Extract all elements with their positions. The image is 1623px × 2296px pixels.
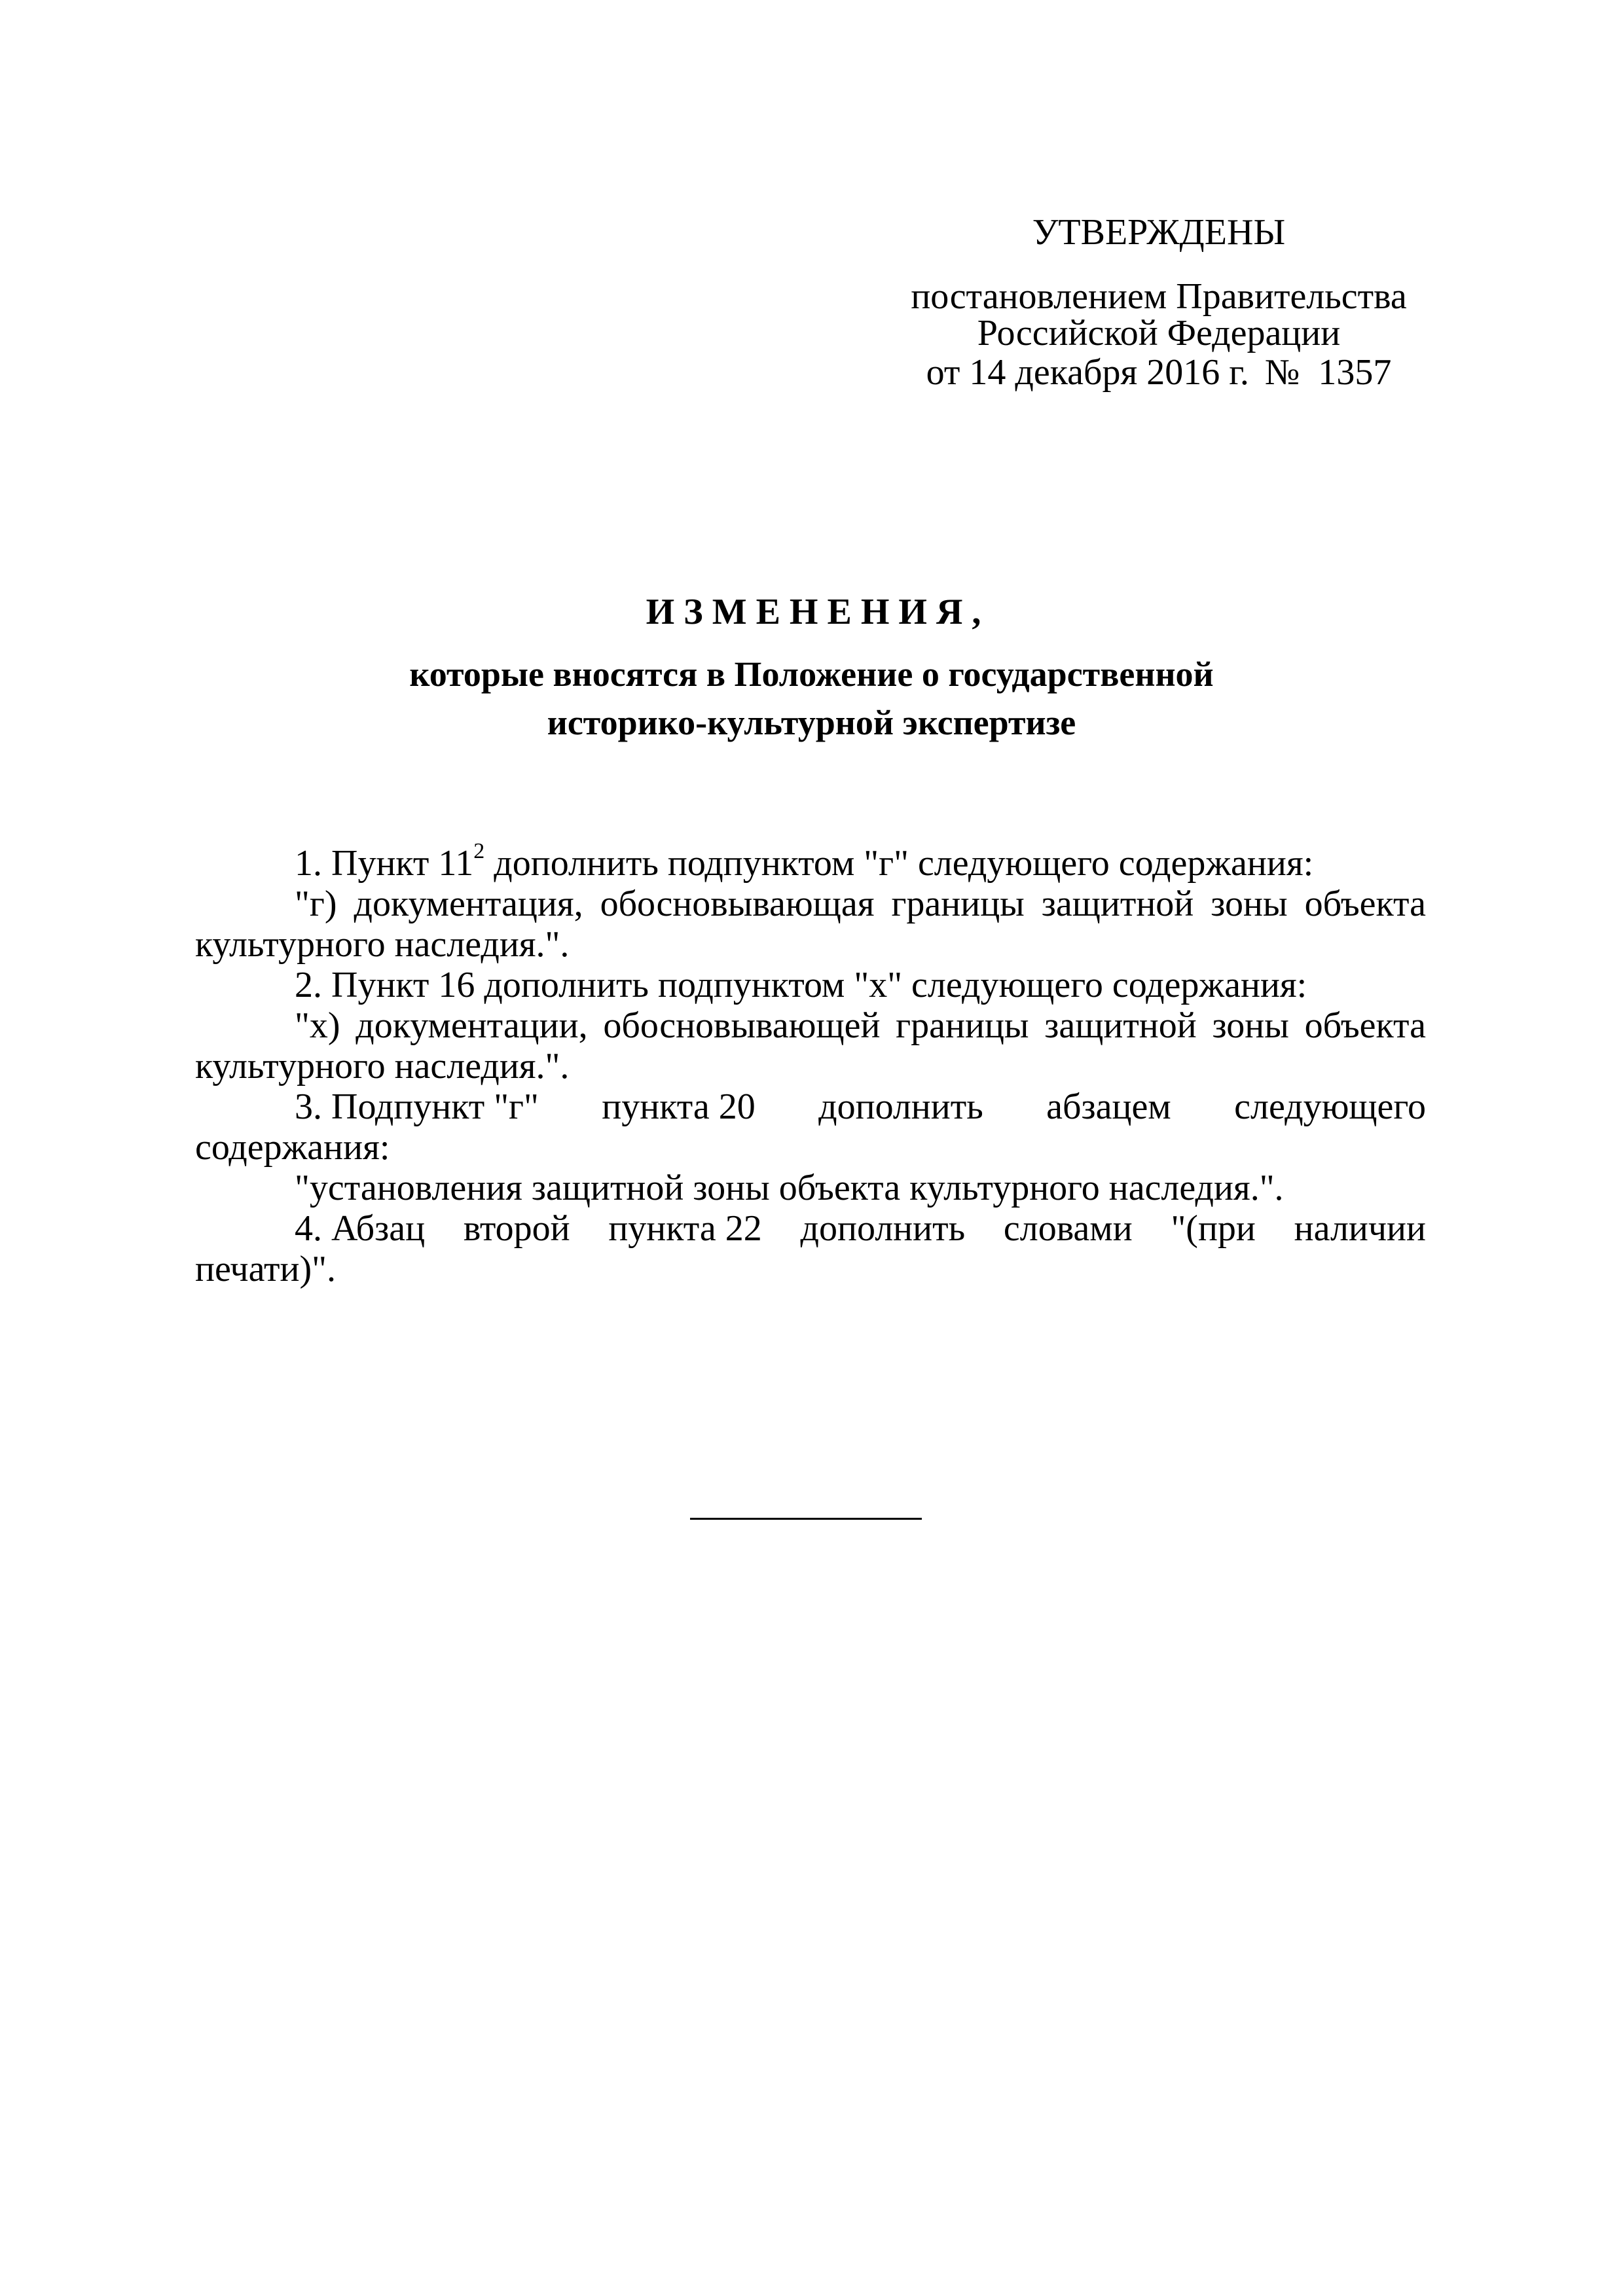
closing-divider — [690, 1518, 922, 1520]
approval-date: от 14 декабря 2016 г. — [926, 352, 1249, 393]
item-4-word: 4. Абзац — [295, 1208, 426, 1249]
approval-number: 1357 — [1318, 352, 1392, 393]
item-4-word: наличии — [1294, 1208, 1426, 1249]
item-3-word: 3. Подпункт "г" — [295, 1086, 539, 1127]
item-4-word: второй — [463, 1208, 570, 1249]
item-1-start: 1. Пункт 11 — [295, 843, 474, 884]
document-subtitle — [0, 650, 1623, 747]
item-2: 2. Пункт 16 дополнить подпунктом "х" следующего содержания: — [295, 965, 1307, 1005]
item-4-word: словами — [1003, 1208, 1133, 1249]
item-1-end: дополнить подпунктом "г" следующего содержания: — [484, 843, 1314, 884]
item-3-word: следующего — [1234, 1086, 1426, 1127]
item-4-word: дополнить — [800, 1208, 966, 1249]
document-title: ИЗМЕНЕНИЯ, — [646, 592, 991, 632]
item-3-continuation: содержания: — [195, 1127, 390, 1168]
item-2-quote: "х) документации, обосновывающей границы защитной зоны объекта культурного наследия.". — [195, 1005, 1426, 1086]
approval-line-resolution: постановлением Правительства — [911, 276, 1407, 317]
approval-number-sign: № — [1264, 352, 1300, 393]
document-subtitle-line-1: которые вносятся в Положение о государственной — [409, 655, 1214, 694]
item-4-first-line — [195, 1208, 1426, 1249]
approval-title: УТВЕРЖДЕНЫ — [1032, 212, 1286, 253]
item-4-continuation: печати)". — [195, 1249, 336, 1289]
item-4-word: "(при — [1171, 1208, 1256, 1249]
item-3-word: пункта 20 — [602, 1086, 756, 1127]
item-4-word: пункта 22 — [608, 1208, 762, 1249]
approval-line-government: Российской Федерации — [977, 313, 1341, 353]
item-3-word: дополнить — [818, 1086, 983, 1127]
item-1-quote: "г) документация, обосновывающая границы защитной зоны объекта культурного наследия.". — [195, 884, 1426, 965]
document-heading — [0, 592, 1623, 747]
item-3-quote: "установления защитной зоны объекта культурного наследия.". — [295, 1168, 1284, 1208]
item-1-superscript: 2 — [473, 839, 485, 863]
document-subtitle-line-2: историко-культурной экспертизе — [547, 703, 1076, 742]
document-body — [195, 839, 1426, 1289]
item-1 — [195, 839, 1426, 884]
item-3-word: абзацем — [1046, 1086, 1171, 1127]
item-3-first-line — [195, 1086, 1426, 1127]
approval-block — [864, 213, 1453, 391]
approval-date-line — [864, 354, 1453, 391]
